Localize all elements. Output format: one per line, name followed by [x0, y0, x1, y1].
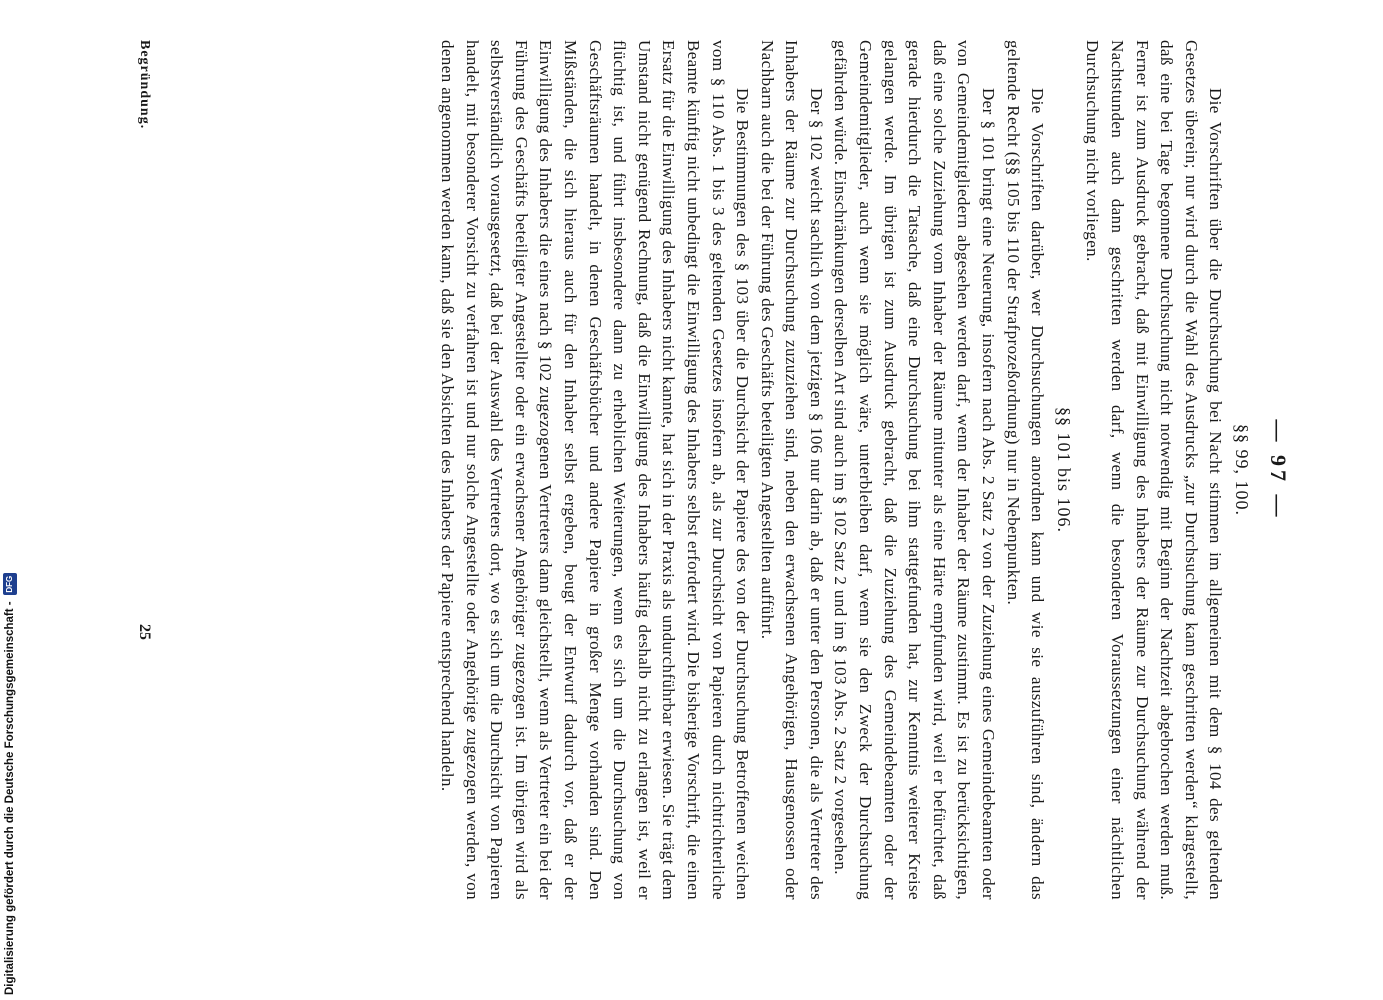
- paragraph: Die Vorschriften über die Durchsuchung bei Nacht stimmen im allgemeinen mit dem § 104 des geltenden Gesetzes überein; nur wird durch die Wahl des Ausdrucks „zur Durchsuchung kann geschritten werden“ klargestellt, daß eine bei Tage begonnene Durchsuchung nicht notwendig mit Beginn der Nachtzeit abgebrochen werden muß. Ferner ist zum Ausdruck gebracht, daß mit Einwilligung des Inhabers der Räume zur Durchsuchung während der Nachtstunden auch dann geschritten werden darf, wenn die besonderen Voraussetzungen einer nächtlichen Durchsuchung nicht vorliegen.: [1083, 40, 1226, 900]
- paragraph: Der § 101 bringt eine Neuerung, insofern nach Abs. 2 Satz 2 von der Zuziehung eines Gemeindebeamten oder von Gemeindemitgliedern abgesehen werden darf, wenn der Inhaber der Räume zustimmt. Es ist zu berücksichtigen, daß eine solche Zuziehung vom Inhaber der Räume mitunter als eine Härte empfunden wird, weil er befürchtet, daß gerade hierdurch die Tatsache, daß eine Durchsuchung bei ihm stattgefunden hat, zur Kenntnis weiterer Kreise gelangen werde. Im übrigen ist zum Ausdruck gebracht, daß die Zuziehung des Gemeindebeamten oder der Gemeindemitglieder, auch wenn sie möglich wäre, unterbleiben darf, wenn sie den Zweck der Durchsuchung gefährden würde. Einschränkungen derselben Art sind auch im § 102 Satz 2 und im § 103 Abs. 2 Satz 2 vorgesehen.: [831, 40, 999, 900]
- paragraph: Die Bestimmungen des § 103 über die Durchsicht der Papiere des von der Durchsuchung Betroffenen weichen vom § 110 Abs. 1 bis 3 des geltenden Gesetzes insofern ab, als zur Durchsicht von Papieren durch nichtrichterliche Beamte künftig nicht unbedingt die Einwilligung des Inhabers selbst erfordert wird. Die bisherige Vorschrift, die einen Ersatz für die Einwilligung des Inhabers nicht kannte, hat sich in der Praxis als undurchführbar erwiesen. Sie trägt dem Umstand nicht genügend Rechnung, daß die Einwilligung des Inhabers häufig deshalb nicht zu erlangen ist, weil er flüchtig ist, und führt insbesondere dann zu erheblichen Weiterungen, wenn es sich um die Durchsuchung von Geschäftsräumen handelt, in denen Geschäftsbücher und andere Papiere in großer Menge vorhanden sind. Den Mißständen, die sich hieraus auch für den Inhaber selbst ergeben, beugt der Entwurf dadurch vor, daß er der Einwilligung des Inhabers die eines nach § 102 zugezogenen Vertreters dann gleichstellt, wenn als Vertreter ein bei der Führung des Geschäfts beteiligter Angestellter oder ein erwachsener Angehöriger zugezogen ist. Im übrigen wird als selbstverständlich vorausgesetzt, daß bei der Auswahl des Vertreters dort, wo es sich um die Durchsicht von Papieren handelt, mit besonderer Vorsicht zu verfahren ist und nur solche Angestellte oder Angehörige zugezogen werden, von denen angenommen werden kann, daß sie den Absichten des Inhabers der Papiere entsprechend handeln.: [438, 40, 753, 900]
- notice-text: Digitalisierung gefördert durch die Deutsche Forschungsgemeinschaft -: [4, 601, 16, 995]
- page-number: — 97 —: [1266, 419, 1291, 521]
- section-101-106: [434, 40, 1075, 900]
- section-99-100: [1080, 40, 1254, 900]
- footer-signature-mark: Begründung.: [137, 40, 152, 130]
- section-heading: §§ 101 bis 106.: [1053, 406, 1074, 533]
- dfg-logo-icon: DFG: [3, 573, 17, 595]
- page-footer: [130, 40, 156, 900]
- document-page: [130, 40, 1290, 900]
- section-heading: §§ 99, 100.: [1232, 424, 1252, 516]
- paragraph: Der § 102 weicht sachlich von dem jetzigen § 106 nur darin ab, daß er unter den Personen, die als Vertreter des Inhabers der Räume zur Durchsuchung zuzuziehen sind, neben den erwachsenen Angehörigen, Hausgenossen oder Nachbarn auch die bei der Führung des Geschäfts beteiligten Angestellten aufführt.: [757, 40, 826, 900]
- footer-sheet-number: 25: [136, 624, 153, 640]
- digitization-notice: [0, 0, 20, 1000]
- paragraph: Die Vorschriften darüber, wer Durchsuchungen anordnen kann und wie sie auszuführen sind, ändern das geltende Recht (§§ 105 bis 110 der Strafprozeßordnung) nur in Nebenpunkten.: [1003, 40, 1048, 900]
